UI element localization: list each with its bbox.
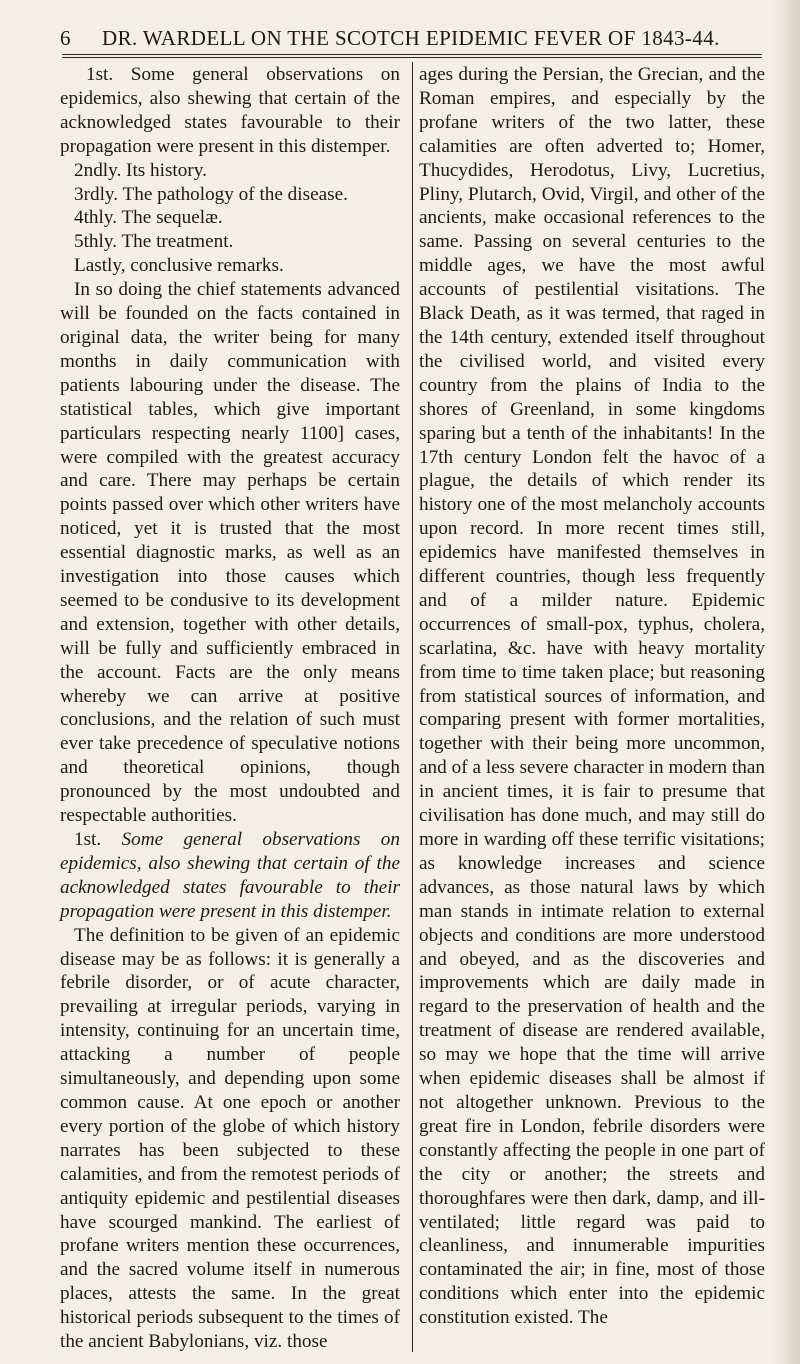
section-heading (60, 828, 400, 924)
outline-item: 2ndly. Its history. (74, 159, 207, 181)
outline-item-first: 1st. Some general observations on epidemics, also shewing that certain of the acknowledged states favourable to their propagation were present in this distemper. (60, 64, 400, 157)
running-header (60, 20, 760, 50)
intro-paragraph: In so doing the chief statements advanced will be founded on the facts contained in original data, the writer being for many months in daily communication with patients labouring under the disease. The statistical tables, which give important particulars respecting nearly 1100] cases, were compiled with the greatest accuracy and care. There may perhaps be certain points passed over which other writers have noticed, yet it is trusted that the most essential diagnostic marks, as well as an investigation into those causes which seemed to be condusive to its development and extension, together with other details, will be fully and sufficiently embraced in the account. Facts are the only means whereby we can arrive at positive conclusions, and the relation of such must ever take precedence of speculative notions and theoretical opinions, though pronounced by the most undoubted and respectable authorities. (60, 279, 400, 827)
outline-item: 5thly. The treatment. (74, 231, 234, 253)
page-number: 6 (60, 26, 71, 50)
section-heading-text: Some general observations on epidemics, also shewing that certain of the acknowledged states favourable to their propagation were present in this distemper. (60, 829, 400, 922)
column-divider (412, 62, 413, 1352)
header-rule-bottom (62, 57, 762, 58)
outline-item: 3rdly. The pathology of the disease. (74, 183, 348, 205)
header-rule-top (62, 54, 762, 55)
outline-item: 4thly. The sequelæ. (74, 207, 223, 229)
running-title: DR. WARDELL ON THE SCOTCH EPIDEMIC FEVER OF 1843-44. (102, 26, 720, 50)
right-column-text: ages during the Persian, the Grecian, and the Roman empires, and especially by the profane writers of the two latter, these calamities are often adverted to; Homer, Thucydides, Herodotus, Livy, Lucretius, Pliny, Plutarch, Ovid, Virgil, and other of the ancients, make occasional references to the same. Passing on several centuries to the middle ages, we have the most awful accounts of pestilential visitations. The Black Death, as it was termed, that raged in the 14th century, extended itself throughout the civilised world, and visited every country from the plains of India to the shores of Greenland, in some kingdoms sparing but a tenth of the inhabitants! In the 17th century London felt the havoc of a plague, the details of which render its history one of the most melancholy accounts upon record. In more recent times still, epidemics have manifested themselves in different countries, though less frequently and of a milder nature. Epidemic occurrences of small-pox, typhus, cholera, scarlatina, &c. have with heavy mortality from time to time taken place; but reasoning from statistical sources of information, and comparing present with former mortalities, together with their being more uncommon, and of a less severe character in modern than in ancient times, it is fair to presume that civilisation has done much, and may still do more in warding off these terrific visitations; as knowledge increases and science advances, as those natural laws by which man stands in intimate relation to external objects and conditions are more understood and obeyed, and as the discoveries and improvements which are daily made in regard to the preservation of health and the treatment of disease are rendered available, so may we hope that the time will arrive when epidemic diseases shall be almost if not altogether unknown. Previous to the great fire in London, febrile disorders were constantly affecting the people in one part of the city or another; the streets and thoroughfares were then dark, damp, and ill-ventilated; little regard was paid to cleanliness, and innumerable impurities contaminated the air; in fine, most of those conditions which enter into the epidemic constitution existed. The (419, 64, 765, 1329)
left-column (60, 63, 400, 1354)
outline-item: Lastly, conclusive remarks. (74, 255, 284, 277)
page-edge-shadow (772, 0, 800, 1364)
body-paragraph: The definition to be given of an epidemic disease may be as follows: it is generally a febrile disorder, or of acute character, prevailing at irregular periods, varying in intensity, continuing for an uncertain time, attacking a number of people simultaneously, and depending upon some common cause. At one epoch or another every portion of the globe of which history narrates has been subjected to these calamities, and from the remotest periods of antiquity epidemic and pestilential diseases have scourged mankind. The earliest of profane writers mention these occurrences, and the sacred volume itself in numerous places, attests the same. In the great historical periods subsequent to the times of the ancient Babylonians, viz. those (60, 924, 400, 1353)
section-heading-number: 1st. (74, 829, 102, 850)
right-column (419, 63, 765, 1330)
